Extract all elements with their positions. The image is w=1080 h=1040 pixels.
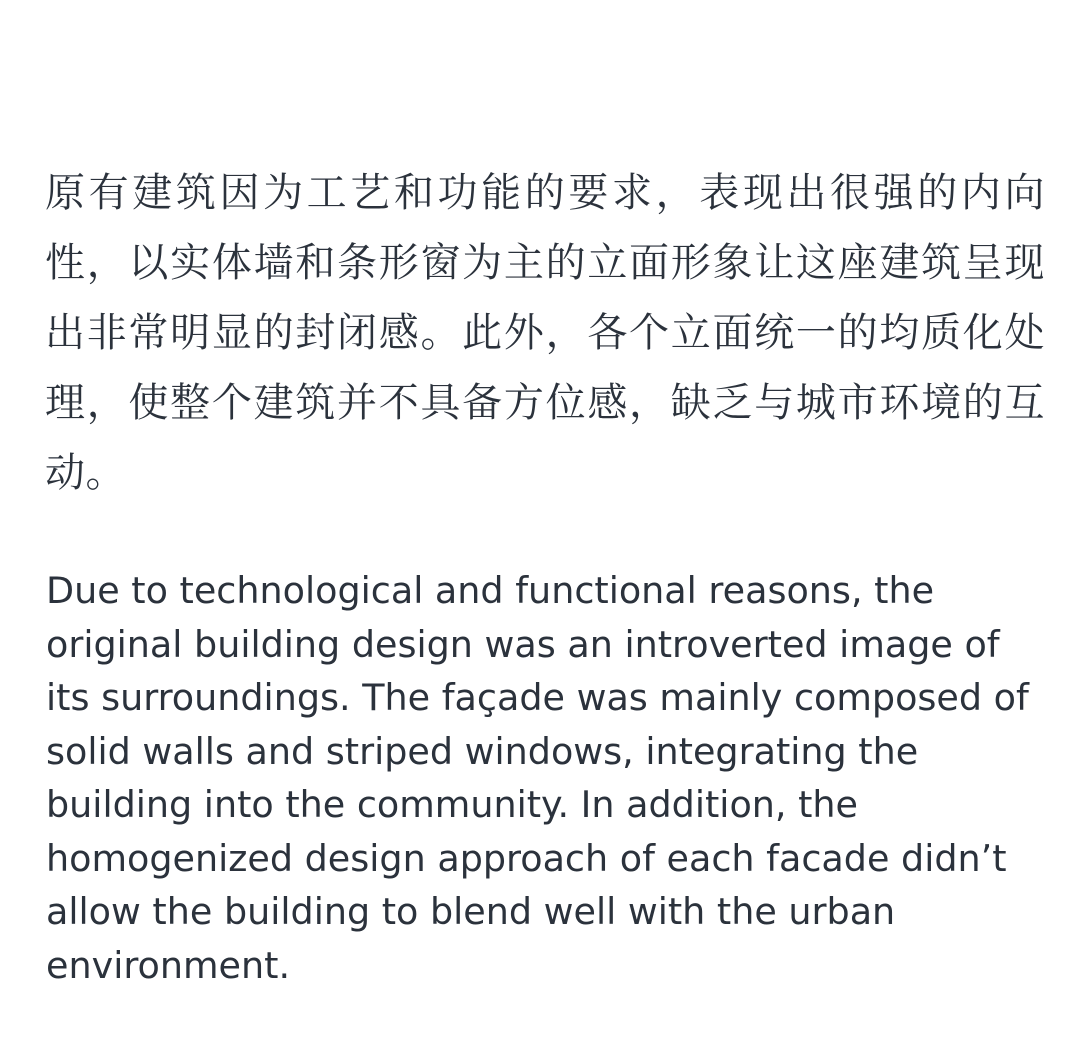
- chinese-paragraph: 原有建筑因为工艺和功能的要求，表现出很强的内向性，以实体墙和条形窗为主的立面形象让这座建筑呈现出非常明显的封闭感。此外，各个立面统一的均质化处理，使整个建筑并不具备方位感，缺乏与城市环境的互动。: [45, 170, 1045, 496]
- english-paragraph: Due to technological and functional reasons, the original building design was an introverted image of its surroundings. The façade was mainly composed of solid walls and striped windows, integrating the building into the community. In addition, the homogenized design approach of each facade didn’t allow the building to blend well with the urban environment.: [46, 569, 1029, 987]
